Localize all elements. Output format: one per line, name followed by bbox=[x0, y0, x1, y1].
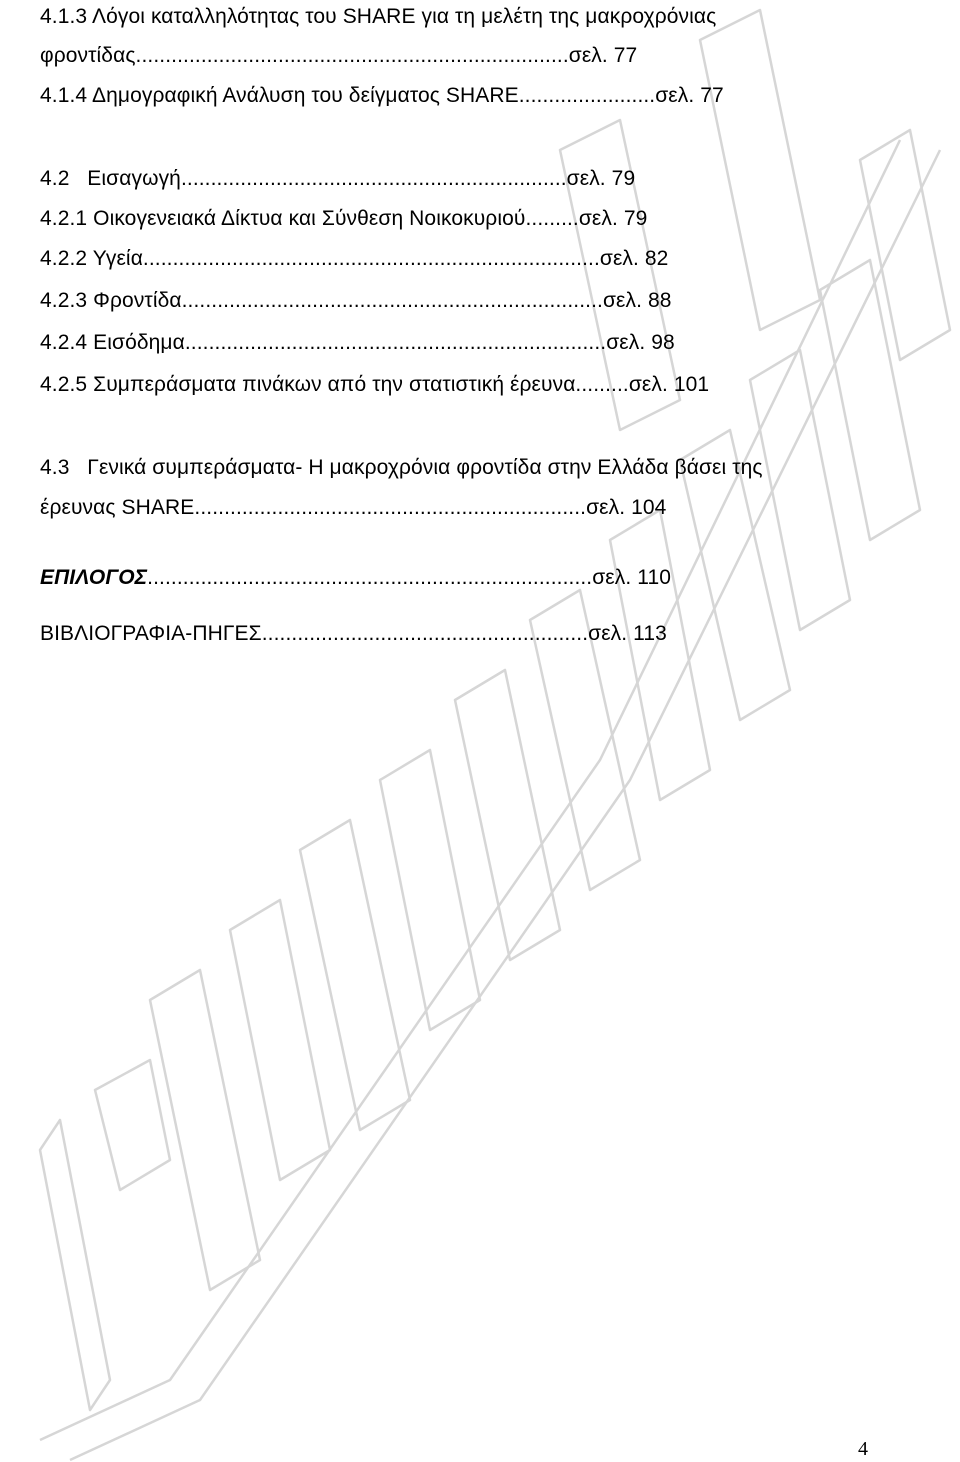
toc-entry-4-2: 4.2 Εισαγωγή.................................................................σελ. 79 bbox=[40, 167, 636, 190]
toc-entry-epilogue bbox=[40, 565, 671, 591]
page-number: 4 bbox=[858, 1438, 868, 1460]
toc-entry-4-3: 4.3 Γενικά συμπεράσματα- Η μακροχρόνια φροντίδα στην Ελλάδα βάσει της bbox=[40, 456, 763, 479]
toc-entry-bibliography: ΒΙΒΛΙΟΓΡΑΦΙΑ-ΠΗΓΕΣ.......................................................σελ. 113 bbox=[40, 622, 667, 645]
epilogue-leader: ...........................................................................σελ. 110 bbox=[147, 566, 672, 589]
toc-entry-4-2-2: 4.2.2 Υγεία.............................................................................σελ. 82 bbox=[40, 247, 669, 270]
toc-entry-4-1-3-cont: φροντίδας.........................................................................σελ. 77 bbox=[40, 44, 638, 67]
toc-entry-4-2-4: 4.2.4 Εισόδημα.......................................................................σελ. 98 bbox=[40, 331, 675, 354]
toc-entry-4-2-1: 4.2.1 Οικογενειακά Δίκτυα και Σύνθεση Νοικοκυριού.........σελ. 79 bbox=[40, 207, 648, 230]
toc-entry-4-2-5: 4.2.5 Συμπεράσματα πινάκων από την στατιστική έρευνα.........σελ. 101 bbox=[40, 373, 710, 396]
toc-entry-4-3-cont: έρευνας SHARE..................................................................σελ. 104 bbox=[40, 496, 667, 519]
toc-entry-4-2-3: 4.2.3 Φροντίδα.......................................................................σελ. 88 bbox=[40, 289, 672, 312]
toc-entry-4-1-4: 4.1.4 Δημογραφική Ανάλυση του δείγματος SHARE.......................σελ. 77 bbox=[40, 84, 724, 107]
toc-entry-4-1-3: 4.1.3 Λόγοι καταλληλότητας του SHARE για τη μελέτη της μακροχρόνιας bbox=[40, 5, 717, 28]
epilogue-title: ΕΠΙΛΟΓΟΣ bbox=[40, 566, 148, 589]
